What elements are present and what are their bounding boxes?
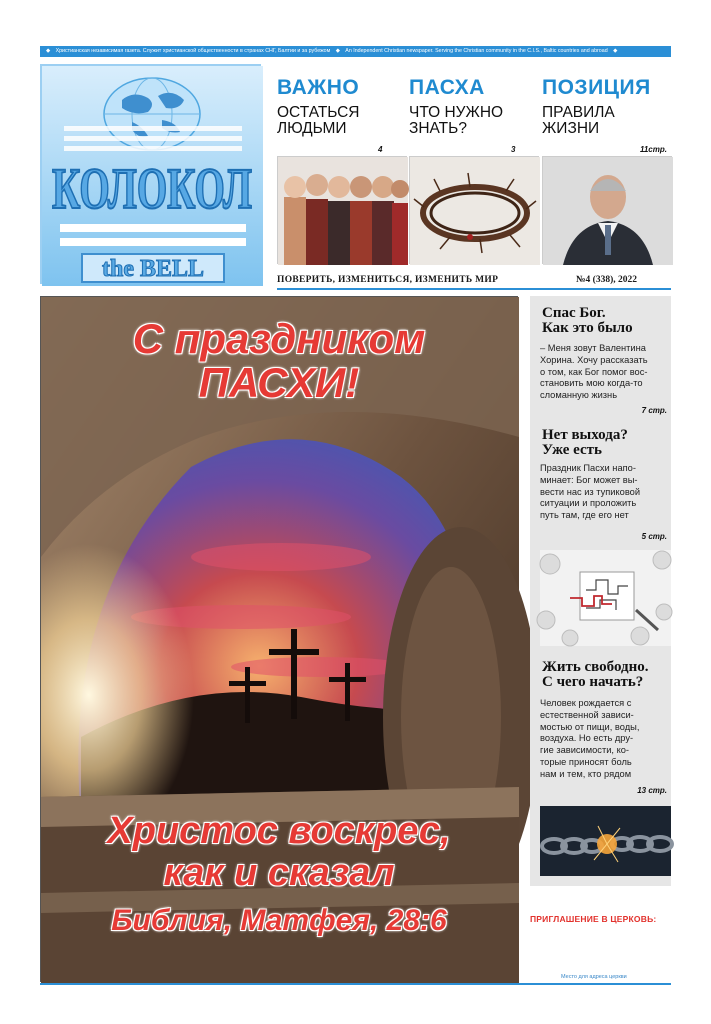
banner-diamond-icon: ◆ <box>46 48 51 54</box>
teaser-page: 4 <box>378 145 383 154</box>
banner-text-ru: Христианская независимая газета. Служит христианской общественности в странах СНГ, Балтии и за рубежом <box>55 48 331 54</box>
teaser-line: ПРАВИЛА <box>542 104 615 121</box>
article-body: – Меня зовут Валентина Хорина. Хочу рассказать о том, как Бог помог вос- становить мою когда-то сломанную жизнь <box>540 343 648 401</box>
people-photo[interactable] <box>277 156 407 264</box>
article-title: С чего начать? <box>542 674 644 690</box>
logo-title: КОЛОКОЛ <box>52 156 252 221</box>
verse-reference: Библия, Матфея, 28:6 <box>111 904 447 937</box>
divider <box>277 288 671 290</box>
globe-bell-logo-icon <box>42 66 263 286</box>
issue-number: №4 (338), 2022 <box>576 275 637 285</box>
article-body: Праздник Пасхи напо- минает: Бог может вы- вести нас из тупиковой ситуации и проложить путь там, где его нет <box>540 463 641 521</box>
banner-text-en: An Independent Christian newspaper. Serving the Christian community in the C.I.S., Baltic countries and abroad <box>345 48 608 54</box>
crown-of-thorns-photo[interactable] <box>409 156 539 264</box>
easter-greeting-line1: С праздником <box>132 315 426 362</box>
easter-tomb-image <box>40 296 518 982</box>
easter-greeting-line2: ПАСХИ! <box>198 359 360 406</box>
church-address-placeholder: Место для адреса церкви <box>561 974 627 980</box>
masthead-logo <box>40 64 261 284</box>
article-title: Нет выхода? <box>542 427 628 443</box>
article-title: Уже есть <box>542 442 602 458</box>
broken-chain-photo[interactable] <box>540 806 671 876</box>
teaser-easter[interactable] <box>409 76 539 137</box>
teaser-page: 11стр. <box>640 145 667 154</box>
article-page: 5 стр. <box>641 532 667 541</box>
teaser-line: ЗНАТЬ? <box>409 120 467 137</box>
logo-subtitle: the BELL <box>101 256 205 282</box>
teaser-line: ЛЮДЬМИ <box>277 120 347 137</box>
top-banner <box>40 46 671 57</box>
verse-line1: Христос воскрес, <box>107 810 451 852</box>
tagline: ПОВЕРИТЬ, ИЗМЕНИТЬСЯ, ИЗМЕНИТЬ МИР <box>277 275 499 285</box>
verse-line2: как и сказал <box>163 852 395 894</box>
portrait-photo[interactable] <box>542 156 672 264</box>
maze-drawing-photo[interactable] <box>540 550 671 646</box>
teaser-head: ПАСХА <box>409 76 485 99</box>
divider <box>40 983 671 985</box>
article-title: Спас Бог. <box>542 305 606 321</box>
article-title: Жить свободно. <box>542 659 649 675</box>
article-body: Человек рождается с естественной зависи- мостью от пищи, воды, воздуха. Но есть дру- гие зависимости, ко- торые приносят боль нам и тем, кто рядом <box>540 698 640 779</box>
article-title: Как это было <box>542 320 633 336</box>
article-page: 7 стр. <box>641 406 667 415</box>
church-invitation-label: ПРИГЛАШЕНИЕ В ЦЕРКОВЬ: <box>530 914 657 924</box>
banner-diamond-icon: ◆ <box>613 48 618 54</box>
teaser-page: 3 <box>511 145 516 154</box>
teaser-head: ПОЗИЦИЯ <box>542 76 651 99</box>
article-page: 13 стр. <box>637 786 667 795</box>
banner-diamond-icon: ◆ <box>335 48 340 54</box>
teaser-line: ЧТО НУЖНО <box>409 104 504 121</box>
teaser-head: ВАЖНО <box>277 76 360 99</box>
teaser-line: ОСТАТЬСЯ <box>277 104 360 121</box>
teaser-line: ЖИЗНИ <box>542 120 600 137</box>
teaser-important[interactable] <box>277 76 407 137</box>
teaser-position[interactable] <box>542 76 672 137</box>
